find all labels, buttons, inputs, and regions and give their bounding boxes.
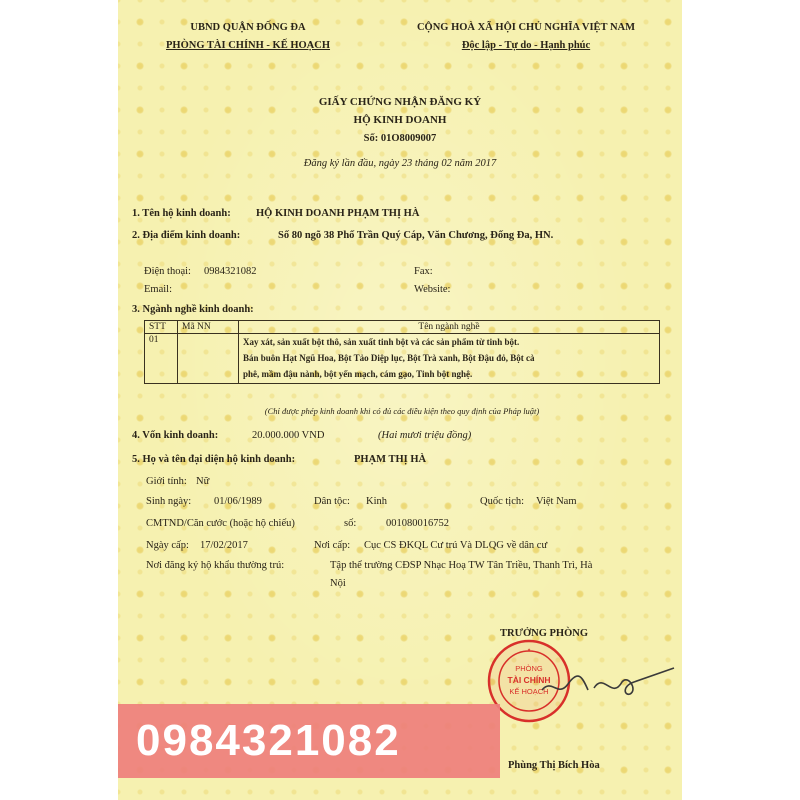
gender-value: Nữ <box>196 476 210 487</box>
business-lines-label: 3. Ngành nghề kinh doanh: <box>132 304 254 315</box>
business-name-label: 1. Tên hộ kinh doanh: <box>132 208 231 219</box>
seal-star-icon: ★ <box>527 647 531 652</box>
row-description <box>239 334 660 384</box>
issue-date-value: 17/02/2017 <box>200 540 248 551</box>
nationality-value: Việt Nam <box>536 496 577 507</box>
signatory-title: TRƯỞNG PHÒNG <box>500 628 588 639</box>
row-ma-nn <box>178 334 239 384</box>
capital-label: 4. Vốn kinh doanh: <box>132 430 219 441</box>
email-label: Email: <box>144 284 172 295</box>
business-name-value: HỘ KINH DOANH PHẠM THỊ HÀ <box>256 208 420 219</box>
business-lines-note: (Chỉ được phép kinh doanh khi có đủ các điều kiện theo quy định của Pháp luật) <box>264 406 540 416</box>
dob-value: 01/06/1989 <box>214 496 262 507</box>
description-line-2: Bán buôn Hạt Ngũ Hoa, Bột Tảo Diệp lục, Bột Trà xanh, Bột Đậu đỏ, Bột cà <box>243 352 535 363</box>
business-lines-table <box>144 320 660 384</box>
registration-date: Đăng ký lần đầu, ngày 23 tháng 02 năm 2017 <box>303 158 497 169</box>
header-ten-nganh-nghe: Tên ngành nghề <box>239 321 660 334</box>
signatory-name: Phùng Thị Bích Hòa <box>508 760 600 771</box>
id-label: CMTND/Căn cước (hoặc hộ chiếu) <box>146 518 295 529</box>
table-header-row <box>145 321 660 334</box>
seal-line-3: KẾ HOẠCH <box>509 687 549 696</box>
phone-value: 0984321082 <box>204 266 257 277</box>
issue-place-value: Cục CS ĐKQL Cư trú Và DLQG về dân cư <box>364 540 548 551</box>
handwritten-signature <box>538 660 678 706</box>
header-stt: STT <box>145 321 178 334</box>
phone-label: Điện thoại: <box>144 266 191 277</box>
issuer-department: PHÒNG TÀI CHÍNH - KẾ HOẠCH <box>165 40 331 51</box>
website-label: Website: <box>414 284 451 295</box>
nationality-label: Quốc tịch: <box>480 496 525 507</box>
description-line-1: Xay xát, sản xuất bột thô, sản xuất tinh bột và các sản phẩm từ tinh bột. <box>243 337 520 347</box>
row-stt: 01 <box>145 334 178 384</box>
document-subtitle: HỘ KINH DOANH <box>353 114 447 126</box>
business-address-label: 2. Địa điểm kinh doanh: <box>132 230 241 241</box>
representative-label: 5. Họ và tên đại diện hộ kinh doanh: <box>132 454 296 465</box>
ethnicity-value: Kinh <box>366 496 387 507</box>
fax-label: Fax: <box>414 266 433 277</box>
id-number-label: số: <box>344 518 357 529</box>
residence-label: Nơi đăng ký hộ khẩu thường trú: <box>146 560 285 571</box>
certificate-number: Số: 01O8009007 <box>363 133 437 144</box>
seal-line-1: PHÒNG <box>515 664 543 673</box>
residence-line-1: Tập thể trường CĐSP Nhạc Hoạ TW Tân Triều, Thanh Trì, Hà <box>330 560 593 571</box>
issuer-authority: UBND QUẬN ĐỐNG ĐA <box>190 22 306 33</box>
id-number-value: 001080016752 <box>386 518 449 529</box>
phone-watermark-banner: 0984321082 <box>118 704 500 778</box>
issue-date-label: Ngày cấp: <box>146 540 189 551</box>
capital-in-words: (Hai mươi triệu đồng) <box>378 430 472 441</box>
gender-label: Giới tính: <box>146 476 187 487</box>
dob-label: Sinh ngày: <box>146 496 192 507</box>
issue-place-label: Nơi cấp: <box>314 540 351 551</box>
signature-stroke <box>542 668 674 694</box>
ethnicity-label: Dân tộc: <box>314 496 350 507</box>
table-row <box>145 334 660 384</box>
capital-value: 20.000.000 VND <box>252 430 325 441</box>
representative-name: PHẠM THỊ HÀ <box>354 454 427 465</box>
national-title: CỘNG HOÀ XÃ HỘI CHỦ NGHĨA VIỆT NAM <box>416 22 636 33</box>
document-title: GIẤY CHỨNG NHẬN ĐĂNG KÝ <box>318 96 482 108</box>
national-motto: Độc lập - Tự do - Hạnh phúc <box>461 40 591 51</box>
certificate-document <box>118 0 682 800</box>
residence-line-2: Nội <box>330 578 346 589</box>
header-ma-nn: Mã NN <box>178 321 239 334</box>
seal-line-2: TÀI CHÍNH <box>507 675 551 685</box>
description-line-3: phê, mầm đậu nành, bột yến mạch, cám gạo, Tinh bột nghệ. <box>243 368 473 379</box>
business-address-value: Số 80 ngõ 38 Phố Trần Quý Cáp, Văn Chương, Đống Đa, HN. <box>278 230 554 241</box>
